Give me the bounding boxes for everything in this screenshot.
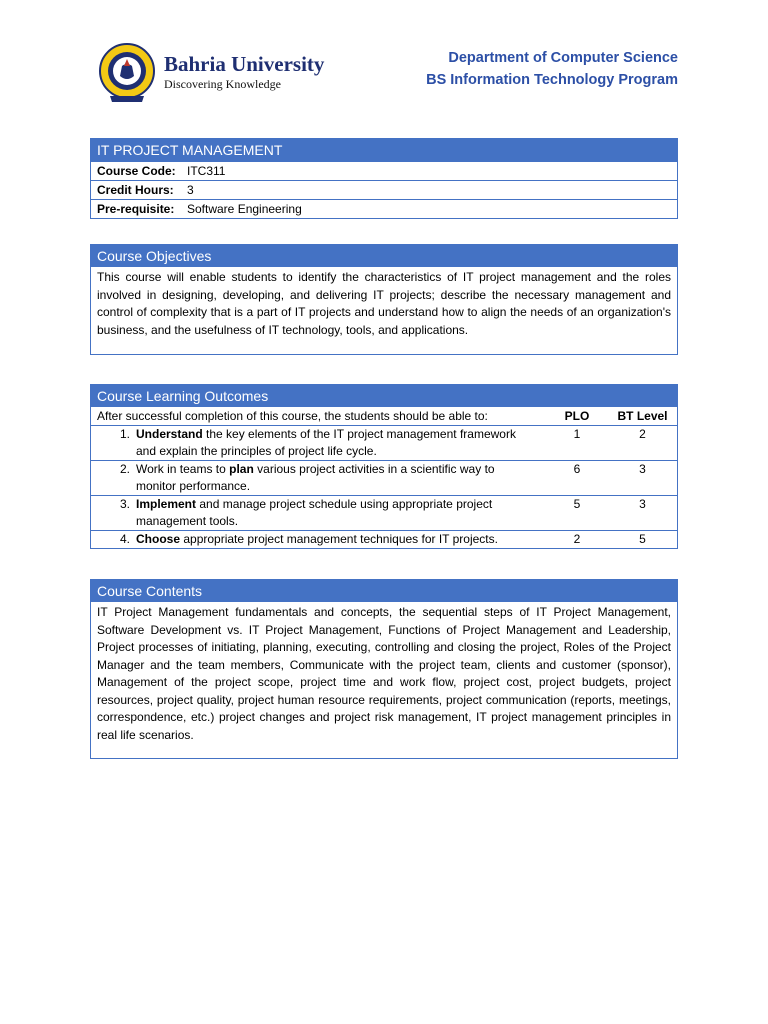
outcome-number: 4. xyxy=(119,532,130,546)
outcome-description xyxy=(91,531,546,548)
objectives-text: This course will enable students to identify the characteristics of IT project management and the roles involved in designing, developing, and delivering IT projects; describe the necessary management and control of complexity that is a part of IT projects and understand how to align the needs of an organization's business, and the usefulness of IT technology, tools, and applications. xyxy=(97,270,671,337)
page-header xyxy=(90,40,680,110)
outcome-number: 3. xyxy=(119,497,130,511)
course-outcomes-section xyxy=(90,384,678,549)
outcome-keyword: Implement xyxy=(136,497,197,511)
outcome-bt-level: 3 xyxy=(639,497,646,511)
prerequisite-label: Pre-requisite: xyxy=(97,202,175,216)
outcome-bt-level: 3 xyxy=(639,462,646,476)
outcome-text-after: the key elements of the IT project management framework and explain the principles of project life cycle. xyxy=(136,427,516,458)
outcome-text xyxy=(136,531,516,548)
outcome-keyword: plan xyxy=(229,462,254,476)
objectives-title: Course Objectives xyxy=(91,245,677,267)
university-name-block xyxy=(164,52,324,91)
course-title: IT PROJECT MANAGEMENT xyxy=(91,139,677,161)
table-row xyxy=(91,426,677,461)
contents-title: Course Contents xyxy=(91,580,677,602)
outcome-description xyxy=(91,461,546,495)
outcome-plo: 6 xyxy=(573,462,581,476)
prerequisite-value: Software Engineering xyxy=(187,202,302,216)
department-name: Department of Computer Science xyxy=(448,50,678,66)
university-name: Bahria University xyxy=(164,52,325,76)
outcome-keyword: Understand xyxy=(136,427,203,441)
outcome-plo: 5 xyxy=(573,497,581,511)
outcome-bt-level: 2 xyxy=(639,427,646,441)
credit-hours-value: 3 xyxy=(187,183,194,197)
course-contents-section xyxy=(90,579,678,759)
department-block xyxy=(426,47,678,91)
university-seal-logo xyxy=(98,42,156,104)
outcome-number: 1. xyxy=(119,427,130,441)
course-code-label: Course Code: xyxy=(97,164,176,178)
outcomes-title: Course Learning Outcomes xyxy=(91,385,677,407)
outcome-plo: 1 xyxy=(573,427,581,441)
contents-text: IT Project Management fundamentals and concepts, the sequential steps of IT Project Management, Software Development vs. IT Project Management, Functions of Project Management and Leadership, Project processes of initiating, planning, executing, controlling and closing the project, Roles of the Project Manager and the team members, Communicate with the project team, clients and customer (sponsor), Management of the project scope, project time and work flow, project cost, project budgets, project resources, project quality, project human resource requirements, project communication (reports, meetings, correspondence, etc.) project changes and project risk management, IT project management principles in real life scenarios. xyxy=(97,605,671,742)
outcome-description xyxy=(91,426,546,460)
course-objectives-section xyxy=(90,244,678,355)
outcomes-intro: After successful completion of this course, the students should be able to: xyxy=(97,409,488,423)
course-code-value: ITC311 xyxy=(187,164,226,178)
credit-hours-label: Credit Hours: xyxy=(97,183,174,197)
table-row xyxy=(91,461,677,496)
course-info-table xyxy=(90,138,678,219)
table-row xyxy=(91,161,677,180)
plo-header: PLO xyxy=(564,409,590,423)
outcome-number: 2. xyxy=(119,462,130,476)
outcome-text-after: appropriate project management techniques for IT projects. xyxy=(180,532,498,546)
outcome-description xyxy=(91,496,546,530)
outcome-text-after: and manage project schedule using appropriate project management tools. xyxy=(136,497,493,528)
table-row xyxy=(91,496,677,531)
outcomes-header-row xyxy=(91,407,677,426)
outcome-plo: 2 xyxy=(573,532,581,546)
table-row xyxy=(91,199,677,218)
table-row xyxy=(91,531,677,548)
outcome-keyword: Choose xyxy=(136,532,181,546)
outcome-text xyxy=(136,426,516,460)
program-name: BS Information Technology Program xyxy=(426,72,678,88)
outcome-text-after: various project activities in a scientific way to monitor performance. xyxy=(136,462,495,493)
outcome-bt-level: 5 xyxy=(639,532,646,546)
table-row xyxy=(91,180,677,199)
outcome-text xyxy=(136,461,516,495)
outcome-text xyxy=(136,496,516,530)
university-tagline: Discovering Knowledge xyxy=(164,77,281,91)
outcome-text-before: Work in teams to xyxy=(136,462,230,476)
bt-level-header: BT Level xyxy=(617,409,668,423)
